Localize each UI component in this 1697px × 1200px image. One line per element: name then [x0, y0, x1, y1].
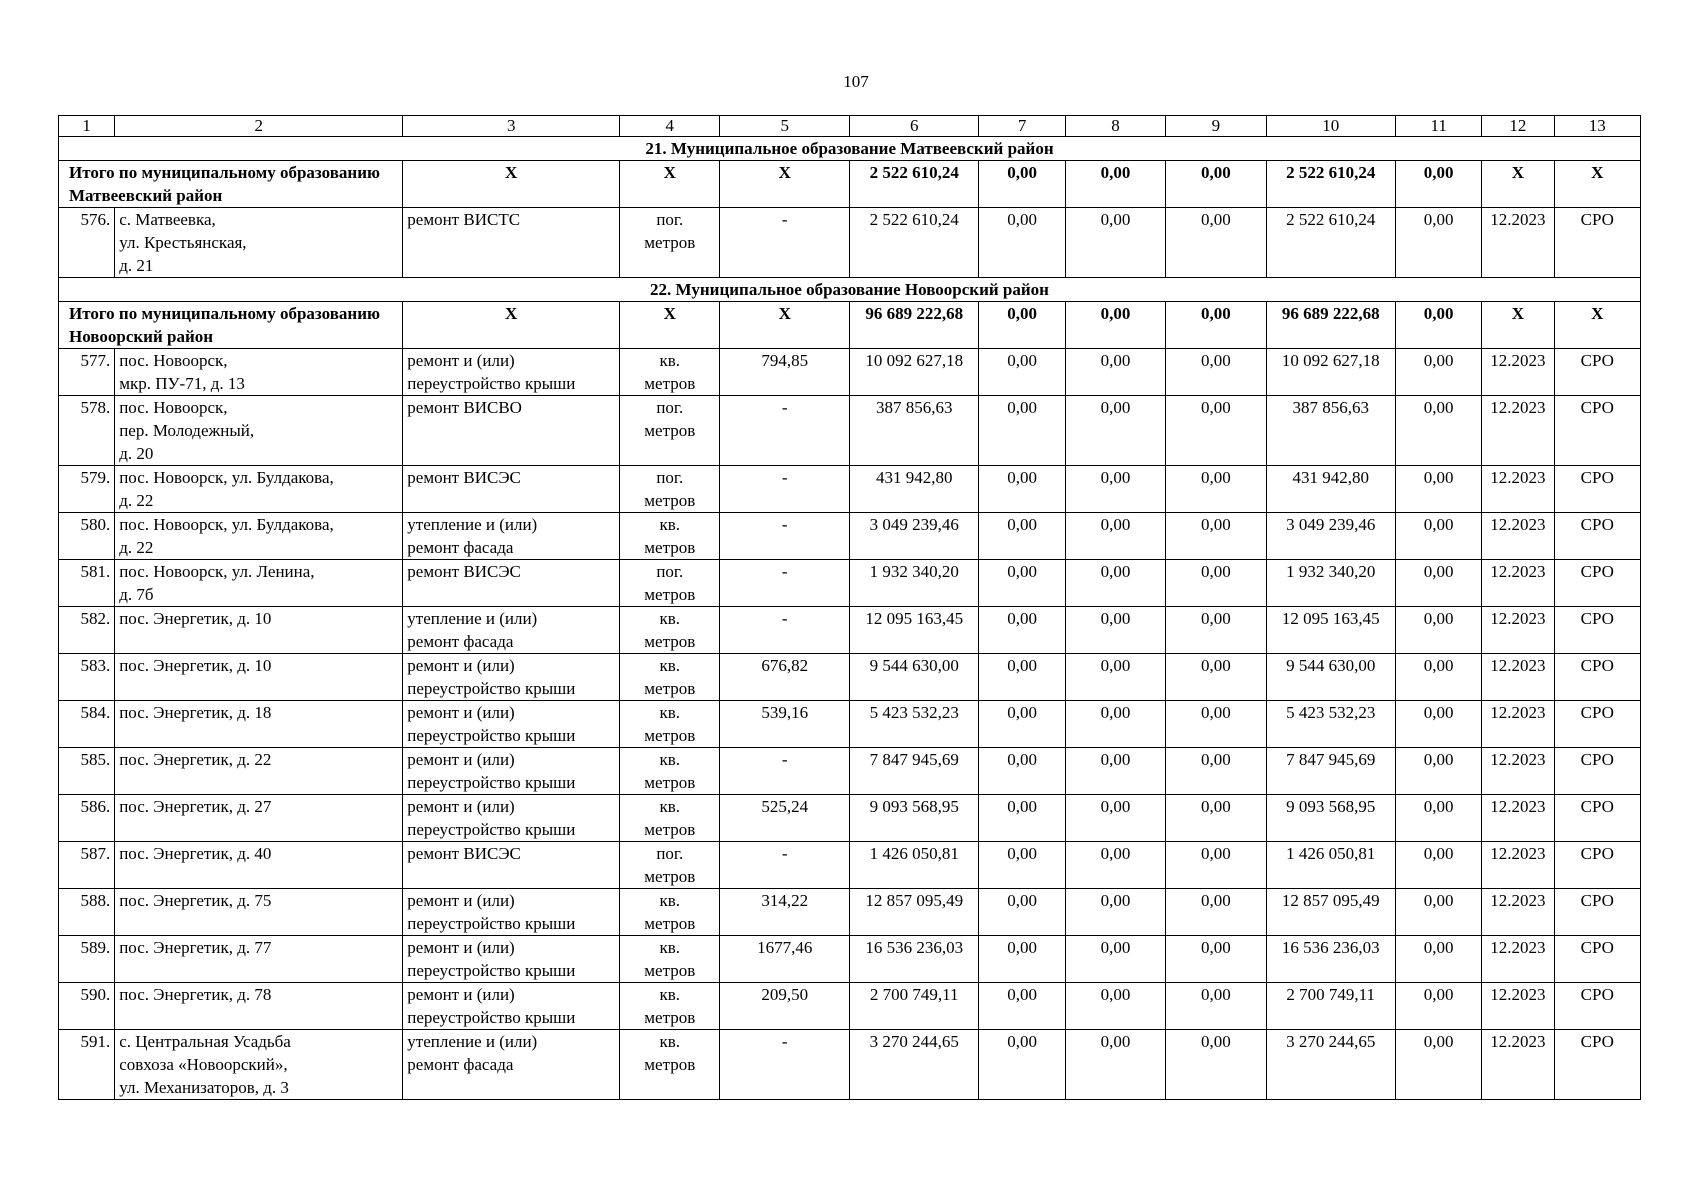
row-value: 12.2023: [1482, 983, 1554, 1030]
row-value: 16 536 236,03: [1266, 936, 1395, 983]
row-work-type: ремонт ВИСТС: [403, 208, 620, 278]
column-number: 6: [849, 116, 978, 137]
row-work-type: ремонт и (или) переустройство крыши: [403, 889, 620, 936]
row-value: 0,00: [1166, 513, 1266, 560]
total-cell: Х: [403, 161, 620, 208]
row-number: 581.: [59, 560, 115, 607]
row-contractor: СРО: [1554, 208, 1640, 278]
row-number: 585.: [59, 748, 115, 795]
row-value: 0,00: [1166, 889, 1266, 936]
row-value: 12.2023: [1482, 607, 1554, 654]
row-value: 0,00: [1065, 349, 1165, 396]
row-value: 0,00: [1395, 701, 1481, 748]
total-cell: 0,00: [979, 161, 1065, 208]
total-cell: Х: [1554, 302, 1640, 349]
row-value: 0,00: [979, 983, 1065, 1030]
total-cell: Х: [1482, 302, 1554, 349]
row-value: 3 049 239,46: [849, 513, 978, 560]
total-cell: Х: [1482, 161, 1554, 208]
row-value: 12 095 163,45: [849, 607, 978, 654]
table-row: [59, 349, 1641, 396]
row-unit: кв. метров: [620, 1030, 720, 1100]
total-cell: Х: [1554, 161, 1640, 208]
row-value: 0,00: [1395, 466, 1481, 513]
row-number: 582.: [59, 607, 115, 654]
row-address: пос. Энергетик, д. 75: [115, 889, 403, 936]
row-work-type: ремонт и (или) переустройство крыши: [403, 349, 620, 396]
row-value: 12.2023: [1482, 560, 1554, 607]
row-address: пос. Энергетик, д. 18: [115, 701, 403, 748]
row-address: пос. Новоорск, пер. Молодежный, д. 20: [115, 396, 403, 466]
row-value: 387 856,63: [1266, 396, 1395, 466]
row-value: 12.2023: [1482, 513, 1554, 560]
table-row: [59, 889, 1641, 936]
row-value: 12.2023: [1482, 889, 1554, 936]
row-value: 0,00: [1166, 654, 1266, 701]
total-cell: 0,00: [979, 302, 1065, 349]
row-value: 9 093 568,95: [1266, 795, 1395, 842]
column-number: 13: [1554, 116, 1640, 137]
row-work-type: утепление и (или) ремонт фасада: [403, 607, 620, 654]
total-label: Итого по муниципальному образованию Матвеевский район: [59, 161, 403, 208]
total-cell: 0,00: [1166, 161, 1266, 208]
section-title: 22. Муниципальное образование Новоорский район: [59, 278, 1641, 302]
row-value: 431 942,80: [849, 466, 978, 513]
row-number: 586.: [59, 795, 115, 842]
row-work-type: ремонт и (или) переустройство крыши: [403, 936, 620, 983]
row-contractor: СРО: [1554, 466, 1640, 513]
row-value: 12 095 163,45: [1266, 607, 1395, 654]
row-unit: кв. метров: [620, 607, 720, 654]
row-number: 588.: [59, 889, 115, 936]
row-value: 0,00: [979, 1030, 1065, 1100]
row-number: 580.: [59, 513, 115, 560]
row-quantity: 539,16: [720, 701, 849, 748]
row-value: 0,00: [1065, 607, 1165, 654]
row-number: 577.: [59, 349, 115, 396]
row-value: 0,00: [1166, 1030, 1266, 1100]
total-cell: 0,00: [1166, 302, 1266, 349]
row-number: 587.: [59, 842, 115, 889]
row-work-type: ремонт ВИСЭС: [403, 842, 620, 889]
row-unit: пог. метров: [620, 560, 720, 607]
row-value: 0,00: [1395, 889, 1481, 936]
column-number: 10: [1266, 116, 1395, 137]
row-quantity: -: [720, 560, 849, 607]
row-value: 0,00: [979, 560, 1065, 607]
table-row: [59, 983, 1641, 1030]
column-number: 5: [720, 116, 849, 137]
row-value: 0,00: [979, 349, 1065, 396]
row-value: 0,00: [979, 654, 1065, 701]
row-value: 0,00: [1166, 396, 1266, 466]
column-number: 2: [115, 116, 403, 137]
row-value: 431 942,80: [1266, 466, 1395, 513]
table-row: [59, 842, 1641, 889]
row-number: 589.: [59, 936, 115, 983]
row-quantity: -: [720, 842, 849, 889]
capital-repair-table: [58, 115, 1641, 1100]
row-number: 583.: [59, 654, 115, 701]
row-number: 579.: [59, 466, 115, 513]
total-cell: 96 689 222,68: [849, 302, 978, 349]
row-address: пос. Энергетик, д. 10: [115, 607, 403, 654]
row-unit: кв. метров: [620, 795, 720, 842]
row-value: 12 857 095,49: [849, 889, 978, 936]
total-label: Итого по муниципальному образованию Новоорский район: [59, 302, 403, 349]
row-value: 3 270 244,65: [849, 1030, 978, 1100]
row-address: пос. Энергетик, д. 77: [115, 936, 403, 983]
row-address: пос. Новоорск, ул. Булдакова, д. 22: [115, 513, 403, 560]
section-total-row: [59, 161, 1641, 208]
row-value: 0,00: [1065, 936, 1165, 983]
row-value: 7 847 945,69: [1266, 748, 1395, 795]
row-work-type: утепление и (или) ремонт фасада: [403, 1030, 620, 1100]
row-address: пос. Энергетик, д. 40: [115, 842, 403, 889]
row-value: 12 857 095,49: [1266, 889, 1395, 936]
row-value: 5 423 532,23: [1266, 701, 1395, 748]
row-value: 0,00: [1065, 513, 1165, 560]
row-contractor: СРО: [1554, 396, 1640, 466]
row-value: 7 847 945,69: [849, 748, 978, 795]
row-value: 0,00: [979, 513, 1065, 560]
row-value: 0,00: [1065, 748, 1165, 795]
row-unit: кв. метров: [620, 748, 720, 795]
row-quantity: -: [720, 513, 849, 560]
row-value: 0,00: [979, 396, 1065, 466]
row-value: 0,00: [979, 936, 1065, 983]
row-work-type: ремонт и (или) переустройство крыши: [403, 701, 620, 748]
row-value: 12.2023: [1482, 701, 1554, 748]
column-number-row: [59, 116, 1641, 137]
row-value: 2 522 610,24: [849, 208, 978, 278]
row-value: 0,00: [1166, 208, 1266, 278]
row-contractor: СРО: [1554, 889, 1640, 936]
section-total-row: [59, 302, 1641, 349]
row-value: 0,00: [1395, 513, 1481, 560]
row-value: 0,00: [1395, 208, 1481, 278]
row-value: 1 932 340,20: [1266, 560, 1395, 607]
column-number: 7: [979, 116, 1065, 137]
row-value: 0,00: [1166, 560, 1266, 607]
row-quantity: -: [720, 1030, 849, 1100]
row-value: 3 270 244,65: [1266, 1030, 1395, 1100]
row-value: 0,00: [1065, 1030, 1165, 1100]
row-value: 2 522 610,24: [1266, 208, 1395, 278]
table-row: [59, 795, 1641, 842]
row-value: 0,00: [1395, 983, 1481, 1030]
row-work-type: ремонт и (или) переустройство крыши: [403, 983, 620, 1030]
row-contractor: СРО: [1554, 1030, 1640, 1100]
row-unit: кв. метров: [620, 513, 720, 560]
row-work-type: ремонт ВИСЭС: [403, 466, 620, 513]
row-unit: кв. метров: [620, 701, 720, 748]
table-row: [59, 748, 1641, 795]
row-value: 0,00: [1166, 701, 1266, 748]
row-unit: пог. метров: [620, 208, 720, 278]
row-value: 12.2023: [1482, 936, 1554, 983]
row-work-type: ремонт и (или) переустройство крыши: [403, 795, 620, 842]
row-address: пос. Энергетик, д. 78: [115, 983, 403, 1030]
total-cell: 0,00: [1065, 161, 1165, 208]
table-row: [59, 1030, 1641, 1100]
column-number: 12: [1482, 116, 1554, 137]
row-contractor: СРО: [1554, 795, 1640, 842]
row-value: 9 544 630,00: [1266, 654, 1395, 701]
row-value: 0,00: [1395, 396, 1481, 466]
row-value: 0,00: [979, 208, 1065, 278]
total-cell: 0,00: [1395, 302, 1481, 349]
total-cell: Х: [720, 161, 849, 208]
table-row: [59, 396, 1641, 466]
row-value: 10 092 627,18: [849, 349, 978, 396]
table-row: [59, 607, 1641, 654]
row-value: 387 856,63: [849, 396, 978, 466]
row-address: пос. Энергетик, д. 22: [115, 748, 403, 795]
row-value: 0,00: [1395, 842, 1481, 889]
row-unit: пог. метров: [620, 466, 720, 513]
row-address: пос. Энергетик, д. 10: [115, 654, 403, 701]
row-quantity: 794,85: [720, 349, 849, 396]
row-value: 0,00: [1166, 795, 1266, 842]
row-contractor: СРО: [1554, 701, 1640, 748]
total-cell: Х: [720, 302, 849, 349]
total-cell: 0,00: [1065, 302, 1165, 349]
table-row: [59, 654, 1641, 701]
row-unit: кв. метров: [620, 349, 720, 396]
row-value: 0,00: [979, 607, 1065, 654]
row-value: 0,00: [1065, 208, 1165, 278]
row-value: 12.2023: [1482, 748, 1554, 795]
table-row: [59, 513, 1641, 560]
row-work-type: ремонт и (или) переустройство крыши: [403, 654, 620, 701]
row-quantity: -: [720, 748, 849, 795]
row-contractor: СРО: [1554, 983, 1640, 1030]
row-value: 0,00: [1395, 748, 1481, 795]
row-quantity: 525,24: [720, 795, 849, 842]
row-value: 0,00: [1395, 349, 1481, 396]
row-value: 12.2023: [1482, 654, 1554, 701]
row-contractor: СРО: [1554, 748, 1640, 795]
row-value: 0,00: [1065, 842, 1165, 889]
row-contractor: СРО: [1554, 513, 1640, 560]
total-cell: Х: [403, 302, 620, 349]
row-value: 1 426 050,81: [849, 842, 978, 889]
row-value: 0,00: [979, 842, 1065, 889]
row-quantity: -: [720, 208, 849, 278]
row-value: 0,00: [979, 795, 1065, 842]
row-work-type: ремонт ВИСВО: [403, 396, 620, 466]
row-unit: кв. метров: [620, 654, 720, 701]
row-value: 0,00: [1166, 842, 1266, 889]
row-value: 0,00: [1395, 654, 1481, 701]
row-value: 0,00: [979, 748, 1065, 795]
row-value: 2 700 749,11: [1266, 983, 1395, 1030]
row-number: 584.: [59, 701, 115, 748]
row-value: 0,00: [1065, 560, 1165, 607]
table-row: [59, 208, 1641, 278]
row-address: с. Матвеевка, ул. Крестьянская, д. 21: [115, 208, 403, 278]
total-cell: 2 522 610,24: [1266, 161, 1395, 208]
row-value: 0,00: [1395, 607, 1481, 654]
table-row: [59, 936, 1641, 983]
row-unit: кв. метров: [620, 889, 720, 936]
row-value: 0,00: [979, 889, 1065, 936]
column-number: 1: [59, 116, 115, 137]
section-title: 21. Муниципальное образование Матвеевский район: [59, 137, 1641, 161]
row-value: 12.2023: [1482, 396, 1554, 466]
row-value: 12.2023: [1482, 466, 1554, 513]
row-value: 9 544 630,00: [849, 654, 978, 701]
row-quantity: -: [720, 396, 849, 466]
row-quantity: -: [720, 466, 849, 513]
table-row: [59, 701, 1641, 748]
row-unit: пог. метров: [620, 396, 720, 466]
column-number: 11: [1395, 116, 1481, 137]
row-contractor: СРО: [1554, 842, 1640, 889]
row-contractor: СРО: [1554, 349, 1640, 396]
row-work-type: ремонт ВИСЭС: [403, 560, 620, 607]
row-value: 3 049 239,46: [1266, 513, 1395, 560]
section-title-row: [59, 137, 1641, 161]
table-row: [59, 560, 1641, 607]
row-quantity: 676,82: [720, 654, 849, 701]
row-unit: кв. метров: [620, 983, 720, 1030]
row-value: 0,00: [1065, 889, 1165, 936]
row-value: 1 426 050,81: [1266, 842, 1395, 889]
row-value: 0,00: [1065, 795, 1165, 842]
row-value: 12.2023: [1482, 349, 1554, 396]
page-number: 107: [843, 72, 869, 91]
row-value: 1 932 340,20: [849, 560, 978, 607]
column-number: 4: [620, 116, 720, 137]
row-contractor: СРО: [1554, 560, 1640, 607]
column-number: 8: [1065, 116, 1165, 137]
section-title-row: [59, 278, 1641, 302]
row-contractor: СРО: [1554, 654, 1640, 701]
row-work-type: ремонт и (или) переустройство крыши: [403, 748, 620, 795]
row-address: с. Центральная Усадьба совхоза «Новоорский», ул. Механизаторов, д. 3: [115, 1030, 403, 1100]
row-value: 0,00: [1395, 1030, 1481, 1100]
row-value: 0,00: [1065, 654, 1165, 701]
total-cell: 0,00: [1395, 161, 1481, 208]
row-number: 578.: [59, 396, 115, 466]
row-value: 0,00: [1166, 748, 1266, 795]
row-value: 9 093 568,95: [849, 795, 978, 842]
row-value: 0,00: [1395, 560, 1481, 607]
row-contractor: СРО: [1554, 936, 1640, 983]
row-address: пос. Новоорск, мкр. ПУ-71, д. 13: [115, 349, 403, 396]
row-address: пос. Новоорск, ул. Ленина, д. 7б: [115, 560, 403, 607]
row-address: пос. Новоорск, ул. Булдакова, д. 22: [115, 466, 403, 513]
row-value: 0,00: [1166, 983, 1266, 1030]
row-value: 12.2023: [1482, 795, 1554, 842]
row-value: 0,00: [1166, 349, 1266, 396]
row-value: 0,00: [1395, 936, 1481, 983]
row-value: 0,00: [1065, 466, 1165, 513]
row-quantity: 314,22: [720, 889, 849, 936]
row-value: 0,00: [1065, 983, 1165, 1030]
row-value: 12.2023: [1482, 1030, 1554, 1100]
row-value: 10 092 627,18: [1266, 349, 1395, 396]
row-number: 590.: [59, 983, 115, 1030]
row-value: 12.2023: [1482, 208, 1554, 278]
row-value: 0,00: [1065, 701, 1165, 748]
row-value: 2 700 749,11: [849, 983, 978, 1030]
total-cell: Х: [620, 302, 720, 349]
row-unit: кв. метров: [620, 936, 720, 983]
row-quantity: -: [720, 607, 849, 654]
total-cell: Х: [620, 161, 720, 208]
row-value: 0,00: [1166, 466, 1266, 513]
row-value: 0,00: [1166, 607, 1266, 654]
total-cell: 2 522 610,24: [849, 161, 978, 208]
row-quantity: 1677,46: [720, 936, 849, 983]
row-quantity: 209,50: [720, 983, 849, 1030]
row-number: 591.: [59, 1030, 115, 1100]
total-cell: 96 689 222,68: [1266, 302, 1395, 349]
row-number: 576.: [59, 208, 115, 278]
table-row: [59, 466, 1641, 513]
row-value: 0,00: [1395, 795, 1481, 842]
row-value: 0,00: [979, 466, 1065, 513]
row-value: 0,00: [979, 701, 1065, 748]
row-value: 5 423 532,23: [849, 701, 978, 748]
row-value: 0,00: [1166, 936, 1266, 983]
row-value: 12.2023: [1482, 842, 1554, 889]
column-number: 9: [1166, 116, 1266, 137]
row-address: пос. Энергетик, д. 27: [115, 795, 403, 842]
row-unit: пог. метров: [620, 842, 720, 889]
column-number: 3: [403, 116, 620, 137]
row-work-type: утепление и (или) ремонт фасада: [403, 513, 620, 560]
row-value: 16 536 236,03: [849, 936, 978, 983]
row-value: 0,00: [1065, 396, 1165, 466]
row-contractor: СРО: [1554, 607, 1640, 654]
